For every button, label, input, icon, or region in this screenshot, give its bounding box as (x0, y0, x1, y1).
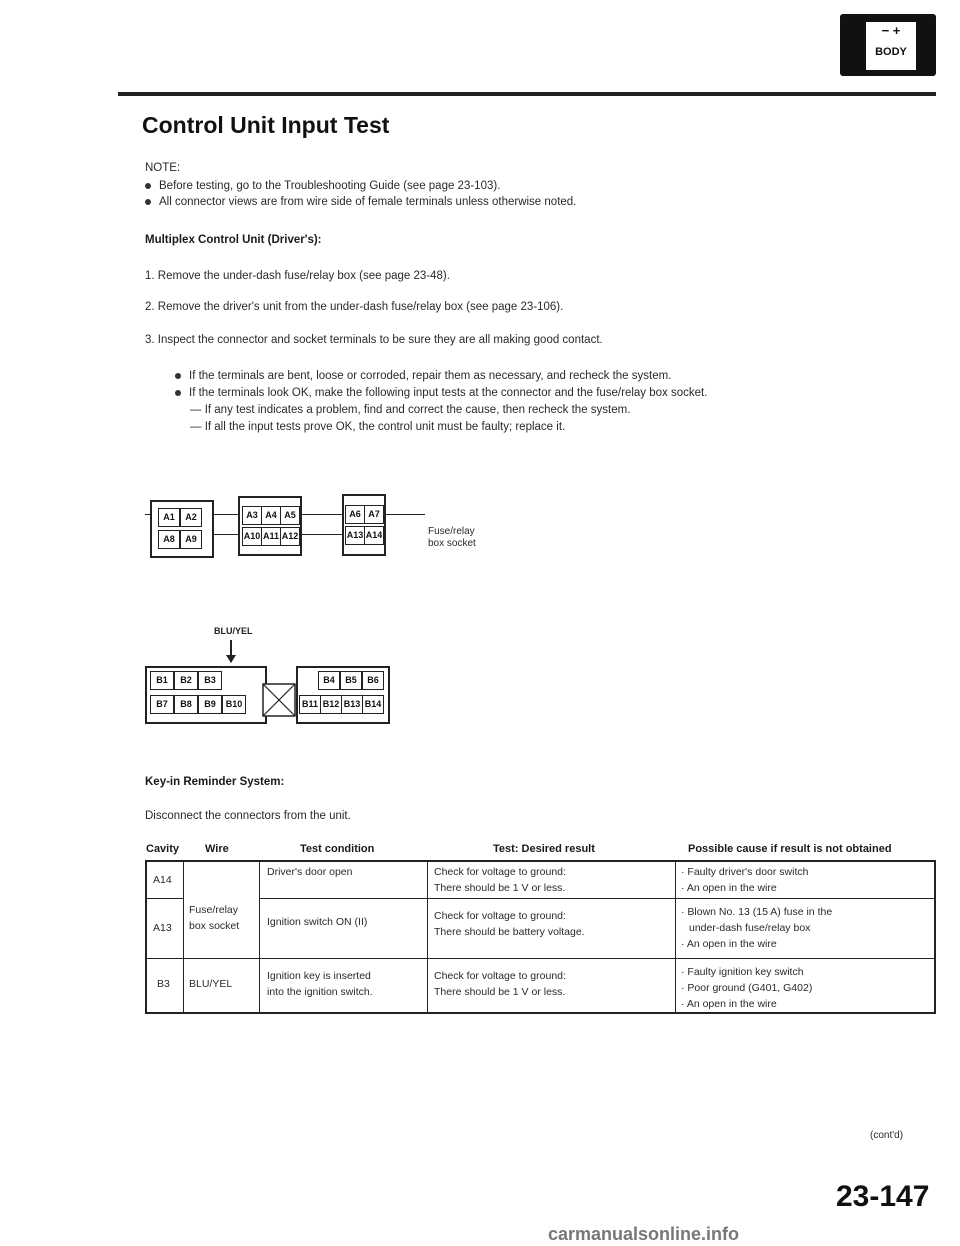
cavity-a7: A7 (364, 505, 384, 524)
wire-line: box socket (189, 920, 240, 932)
cause-line: · Poor ground (G401, G402) (681, 982, 813, 994)
connector-a-right-block (342, 494, 386, 556)
cavity-b4: B4 (318, 671, 340, 690)
cause-line: under-dash fuse/relay box (689, 922, 811, 934)
column-header-cavity: Cavity (146, 843, 180, 855)
cavity-b11: B11 (299, 695, 321, 714)
cavity-a12: A12 (280, 527, 300, 546)
bullet-icon (175, 373, 181, 379)
note-text-1: Before testing, go to the Troubleshooting Guide (see page 23-103). (159, 180, 501, 192)
cavity-b9: B9 (198, 695, 222, 714)
cause-cell (681, 864, 808, 896)
cavity-b13: B13 (341, 695, 363, 714)
cavity-a8: A8 (158, 530, 180, 549)
cavity-b2: B2 (174, 671, 198, 690)
wire-line: Fuse/relay (189, 904, 239, 916)
cavity-a6: A6 (345, 505, 365, 524)
key-lock-icon (262, 680, 296, 718)
cavity-a2: A2 (180, 508, 202, 527)
sub-bullet-text-2: If the terminals look OK, make the following input tests at the connector and the fuse/relay box socket. (189, 387, 708, 399)
connector-a-link-line (300, 534, 342, 535)
cause-line: · An open in the wire (681, 938, 777, 950)
result-line: Check for voltage to ground: (434, 866, 566, 878)
result-cell (434, 864, 566, 896)
bullet-icon (145, 199, 151, 205)
column-header-possible-cause: Possible cause if result is not obtained (688, 843, 892, 855)
dash-item-2: — If all the input tests prove OK, the control unit must be faulty; replace it. (190, 421, 566, 433)
step-3: 3. Inspect the connector and socket terminals to be sure they are all making good contact. (145, 334, 603, 346)
cause-line: · Faulty driver's door switch (681, 866, 809, 878)
connector-b-right-block (296, 666, 390, 724)
result-cell (434, 968, 566, 1000)
condition-cell: Driver's door open (267, 866, 353, 878)
cavity-b7: B7 (150, 695, 174, 714)
connector-a-link-line (212, 534, 240, 535)
test-result-table (145, 860, 936, 1014)
result-line: Check for voltage to ground: (434, 970, 566, 982)
table-divider (147, 898, 183, 899)
cause-cell (681, 964, 812, 1012)
column-header-desired-result: Test: Desired result (493, 843, 595, 855)
cavity-b12: B12 (320, 695, 342, 714)
page-title: Control Unit Input Test (142, 112, 390, 138)
note-text-2: All connector views are from wire side of female terminals unless otherwise noted. (159, 196, 577, 208)
cavity-b1: B1 (150, 671, 174, 690)
cause-line: · An open in the wire (681, 998, 777, 1010)
cavity-a5: A5 (280, 506, 300, 525)
sub-bullet-text-1: If the terminals are bent, loose or corroded, repair them as necessary, and recheck the system. (189, 370, 672, 382)
connector-a-label-line-2: box socket (428, 538, 476, 549)
condition-line: into the ignition switch. (267, 986, 373, 998)
cavity-cell: A13 (153, 922, 172, 934)
cavity-a13: A13 (345, 526, 365, 545)
table-divider (147, 958, 934, 959)
table-divider (183, 862, 184, 1012)
badge-label: BODY (875, 46, 907, 58)
cavity-b8: B8 (174, 695, 198, 714)
step-2: 2. Remove the driver's unit from the under-dash fuse/relay box (see page 23-106). (145, 301, 564, 313)
condition-cell (267, 968, 373, 1000)
connector-a-label (428, 526, 476, 550)
column-header-wire: Wire (205, 843, 229, 855)
arrow-down-icon (226, 655, 236, 663)
continued-note: (cont'd) (870, 1130, 904, 1141)
table-divider (675, 862, 676, 1012)
site-watermark: carmanualsonline.info (548, 1224, 740, 1244)
cavity-a4: A4 (261, 506, 281, 525)
cavity-a14: A14 (364, 526, 384, 545)
table-divider (427, 862, 428, 1012)
cavity-a1: A1 (158, 508, 180, 527)
cavity-b5: B5 (340, 671, 362, 690)
cause-line: · Blown No. 13 (15 A) fuse in the (681, 906, 833, 918)
body-section-badge (840, 14, 936, 76)
bullet-icon (145, 183, 151, 189)
cause-line: · Faulty ignition key switch (681, 966, 804, 978)
cavity-a10: A10 (242, 527, 262, 546)
connector-a-left-block (150, 500, 214, 558)
cavity-b10: B10 (222, 695, 246, 714)
page-number: 23-147 (836, 1180, 930, 1213)
cavity-cell: A14 (153, 874, 172, 886)
table-divider (259, 862, 260, 1012)
cavity-b6: B6 (362, 671, 384, 690)
result-line: There should be battery voltage. (434, 926, 585, 938)
result-line: There should be 1 V or less. (434, 882, 566, 894)
table-divider (259, 898, 934, 899)
note-label: NOTE: (145, 162, 181, 174)
cause-line: · An open in the wire (681, 882, 777, 894)
cause-cell (681, 904, 832, 952)
connector-a-label-line-1: Fuse/relay (428, 526, 475, 537)
section-instruction: Disconnect the connectors from the unit. (145, 810, 351, 822)
section-heading-key-in: Key-in Reminder System: (145, 776, 285, 788)
bullet-icon (175, 390, 181, 396)
result-cell (434, 908, 585, 940)
condition-cell: Ignition switch ON (II) (267, 916, 368, 928)
wire-color-label: BLU/YEL (214, 626, 253, 636)
note-item-1 (145, 180, 500, 192)
connector-b-left-block (145, 666, 267, 724)
cavity-a3: A3 (242, 506, 262, 525)
cavity-b3: B3 (198, 671, 222, 690)
note-item-2 (145, 196, 576, 208)
cavity-b14: B14 (362, 695, 384, 714)
header-rule (118, 92, 936, 96)
battery-icon: − + (881, 23, 901, 38)
step-1: 1. Remove the under-dash fuse/relay box (see page 23-48). (145, 270, 450, 282)
cavity-a9: A9 (180, 530, 202, 549)
wire-cell (189, 902, 239, 934)
cavity-cell: B3 (157, 978, 170, 990)
connector-a-mid-block (238, 496, 302, 556)
sub-bullet-1 (175, 370, 671, 382)
result-line: There should be 1 V or less. (434, 986, 566, 998)
wire-cell: BLU/YEL (189, 978, 233, 990)
result-line: Check for voltage to ground: (434, 910, 566, 922)
column-header-test-condition: Test condition (300, 843, 375, 855)
sub-bullet-2 (175, 387, 707, 399)
section-heading-multiplex: Multiplex Control Unit (Driver's): (145, 234, 322, 246)
cavity-a11: A11 (261, 527, 281, 546)
dash-item-1: — If any test indicates a problem, find and correct the cause, then recheck the system. (190, 404, 631, 416)
condition-line: Ignition key is inserted (267, 970, 371, 982)
